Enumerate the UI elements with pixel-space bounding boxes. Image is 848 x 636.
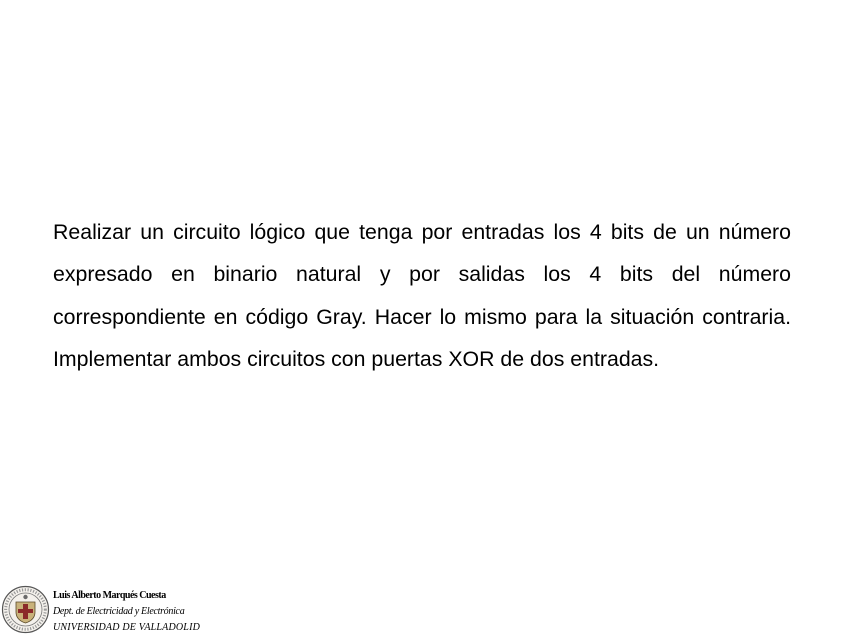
footer-department: Dept. de Electricidad y Electrónica — [53, 606, 185, 617]
university-seal-icon — [1, 585, 50, 634]
problem-statement: Realizar un circuito lógico que tenga por entradas los 4 bits de un número expresado en binario natural y por salidas los 4 bits del número correspondiente en código Gray. Hacer lo mismo para la situación contraria. Implementar ambos circuitos con puertas XOR de dos entradas. — [53, 220, 791, 371]
footer-university: UNIVERSIDAD DE VALLADOLID — [53, 622, 201, 633]
footer-author: Luis Alberto Marqués Cuesta — [53, 590, 166, 601]
footer — [0, 585, 230, 636]
